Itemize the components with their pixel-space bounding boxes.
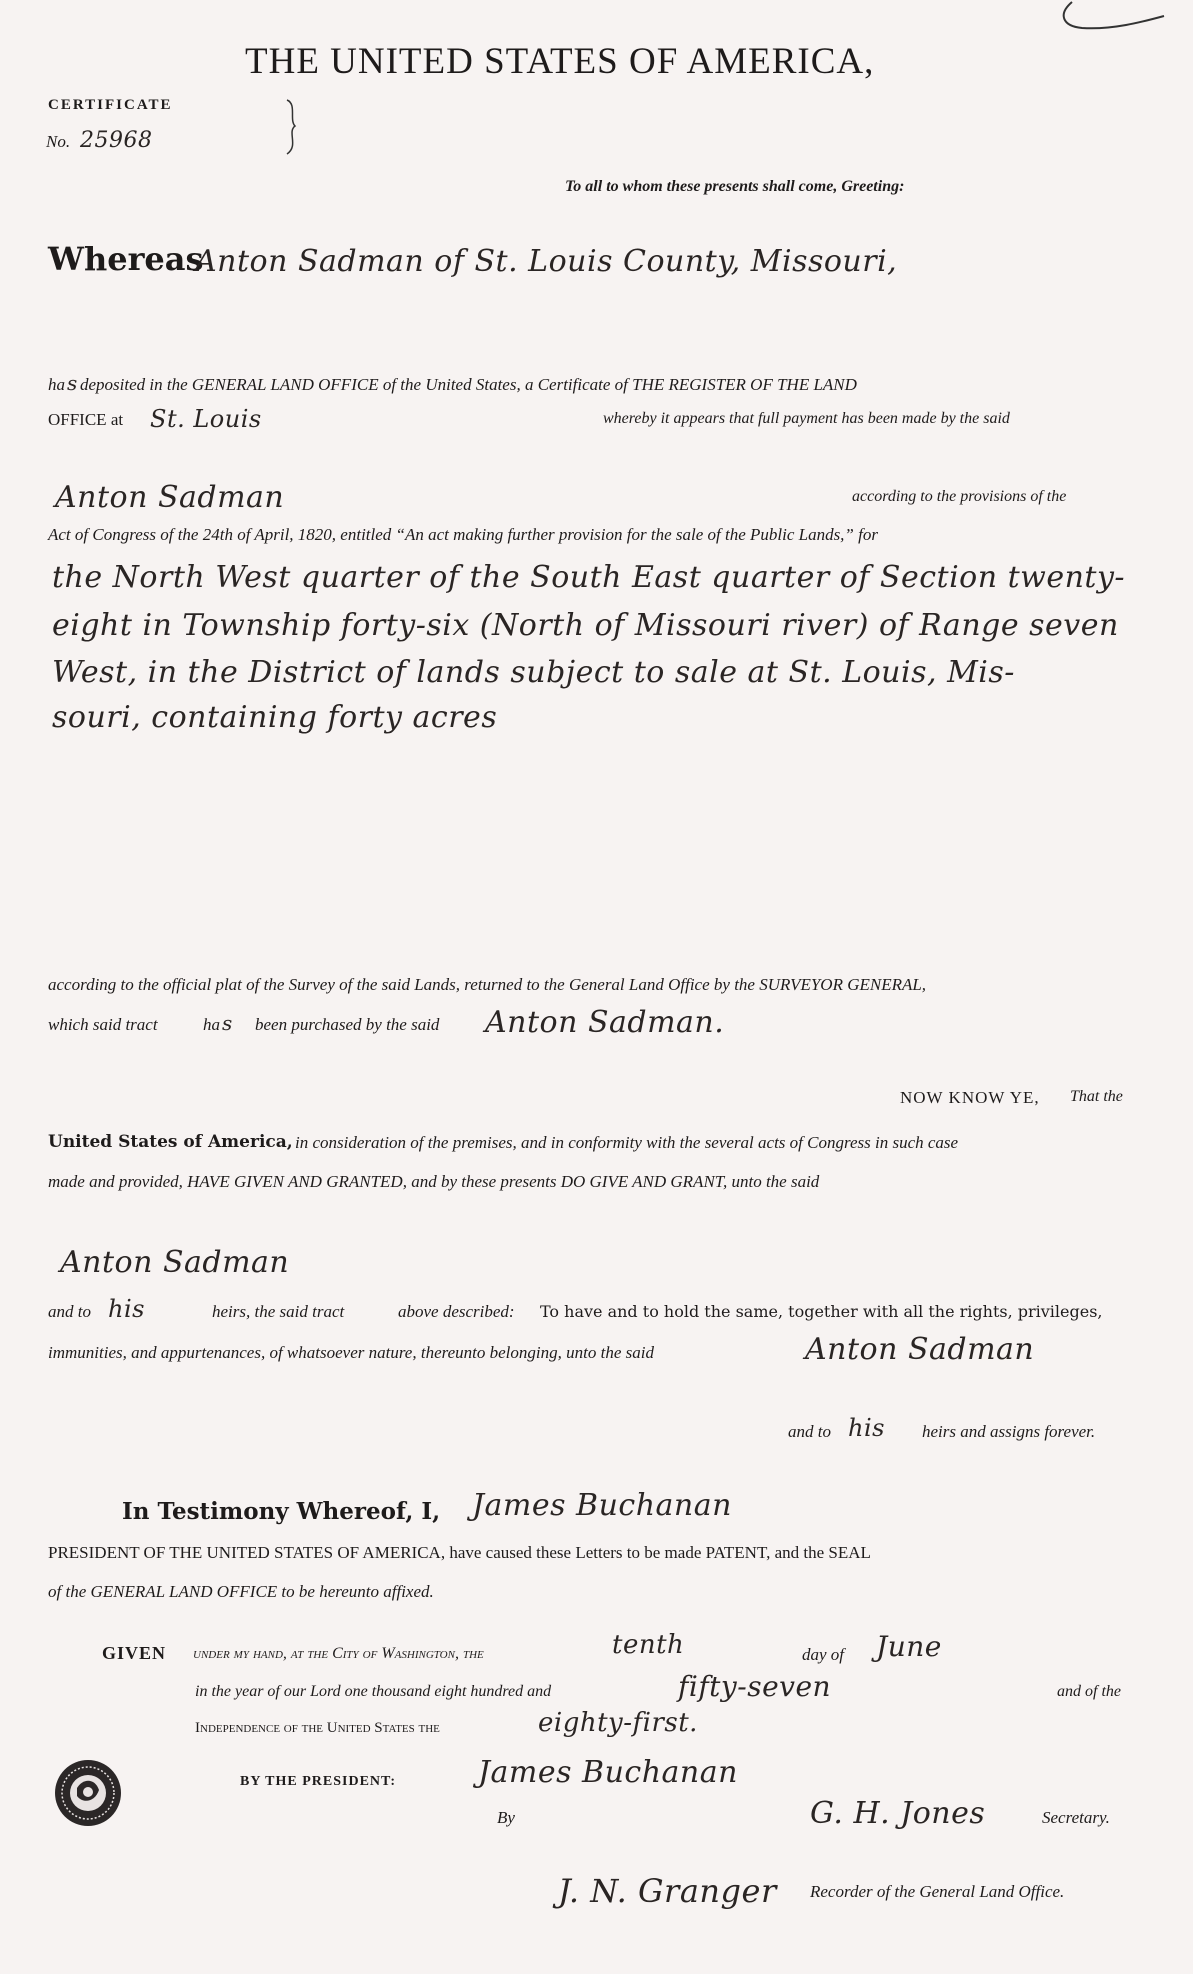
office-fill: St. Louis (150, 405, 262, 433)
grantee-name: Anton Sadman (60, 1245, 290, 1280)
certificate-number: 25968 (80, 128, 153, 153)
testimony-lead: In Testimony Whereof, I, (122, 1498, 441, 1525)
description-line-4: souri, containing forty acres (52, 700, 498, 735)
independence-text: Independence of the United States the (195, 1720, 440, 1736)
act-line: Act of Congress of the 24th of April, 1820, entitled “An act making further provision for the sale of the Public Lands,” for (48, 525, 878, 544)
grantee-name-2: Anton Sadman (805, 1332, 1035, 1367)
corner-pen-mark (1052, 0, 1172, 40)
united-states-blackletter: United States of America, (48, 1132, 293, 1152)
whereby-text: whereby it appears that full payment has been made by the said (603, 410, 1010, 427)
independence-fill: eighty-first. (538, 1708, 698, 1738)
above-described: above described: (398, 1302, 515, 1321)
day-fill: tenth (612, 1630, 685, 1660)
now-know-ye: NOW KNOW YE, (900, 1088, 1040, 1107)
secretary-signature: G. H. Jones (810, 1796, 986, 1831)
general-land-office-seal-icon (53, 1758, 123, 1828)
year-fill: fifty-seven (678, 1670, 832, 1703)
his-1: his (108, 1295, 145, 1323)
survey-line-1: according to the official plat of the Survey of the said Lands, returned to the General Land Office by the SURVEYOR GENERAL, (48, 975, 927, 994)
certificate-label: CERTIFICATE (48, 97, 173, 113)
description-line-1: the North West quarter of the South East quarter of Section twenty- (52, 560, 1126, 595)
secretary-label: Secretary. (1042, 1808, 1110, 1827)
tract-has-fill: s (222, 1011, 233, 1035)
his-2: his (848, 1414, 885, 1442)
has-word: ha (48, 375, 65, 394)
office-at: OFFICE at (48, 410, 124, 429)
and-to-2: and to (788, 1422, 831, 1441)
certificate-number-prefix: No. (46, 132, 71, 151)
that-the: That the (1070, 1088, 1123, 1105)
given-word: GIVEN (102, 1643, 167, 1663)
testimony-line-2: PRESIDENT OF THE UNITED STATES OF AMERICA, have caused these Letters to be made PATENT, and the SEAL (48, 1543, 871, 1562)
survey-name: Anton Sadman. (485, 1005, 725, 1040)
recorder-label: Recorder of the General Land Office. (810, 1882, 1065, 1901)
consideration-text: in consideration of the premises, and in conformity with the several acts of Congress in such case (295, 1133, 959, 1152)
and-to-1: and to (48, 1302, 91, 1321)
according-text: according to the provisions of the (852, 488, 1067, 505)
description-line-2: eight in Township forty-six (North of Missouri river) of Range seven (52, 608, 1119, 643)
given-under: under my hand, at the City of Washington, the (193, 1645, 484, 1662)
payer-name: Anton Sadman (55, 480, 285, 515)
grant-line-3: made and provided, HAVE GIVEN AND GRANTED, and by these presents DO GIVE AND GRANT, unto the said (48, 1172, 820, 1191)
greeting: To all to whom these presents shall come, Greeting: (565, 178, 905, 195)
tract-text-a: which said tract (48, 1015, 158, 1034)
recorder-signature: J. N. Granger (558, 1872, 777, 1910)
tract-has: ha (203, 1015, 220, 1034)
bracket-mark (283, 98, 303, 158)
tract-text-b: been purchased by the said (255, 1015, 440, 1034)
year-lead: in the year of our Lord one thousand eight hundred and (195, 1683, 552, 1700)
deposit-text: deposited in the GENERAL LAND OFFICE of the United States, a Certificate of THE REGISTER OF THE LAND (80, 375, 857, 394)
president-signature: James Buchanan (478, 1755, 738, 1790)
has-fill: s (67, 371, 78, 395)
whereas-name-line: Anton Sadman of St. Louis County, Missouri, (195, 244, 898, 279)
whereas-word: Whereas (48, 240, 204, 278)
by-word: By (497, 1808, 515, 1827)
heirs-forever: heirs and assigns forever. (922, 1422, 1096, 1441)
by-the-president: BY THE PRESIDENT: (240, 1774, 396, 1789)
to-have-and-to-hold: To have and to hold the same, together with all the rights, privileges, (540, 1302, 1103, 1321)
immunities-text: immunities, and appurtenances, of whatsoever nature, thereunto belonging, unto the said (48, 1343, 654, 1362)
day-of: day of (802, 1645, 845, 1664)
and-of-the: and of the (1057, 1683, 1121, 1700)
month-fill: June (876, 1630, 942, 1663)
heirs-tract: heirs, the said tract (212, 1302, 345, 1321)
testimony-line-3: of the GENERAL LAND OFFICE to be hereunto affixed. (48, 1582, 434, 1601)
testimony-president-name: James Buchanan (472, 1488, 732, 1523)
description-line-3: West, in the District of lands subject to sale at St. Louis, Mis- (52, 655, 1015, 690)
document-title: THE UNITED STATES OF AMERICA, (245, 41, 875, 82)
